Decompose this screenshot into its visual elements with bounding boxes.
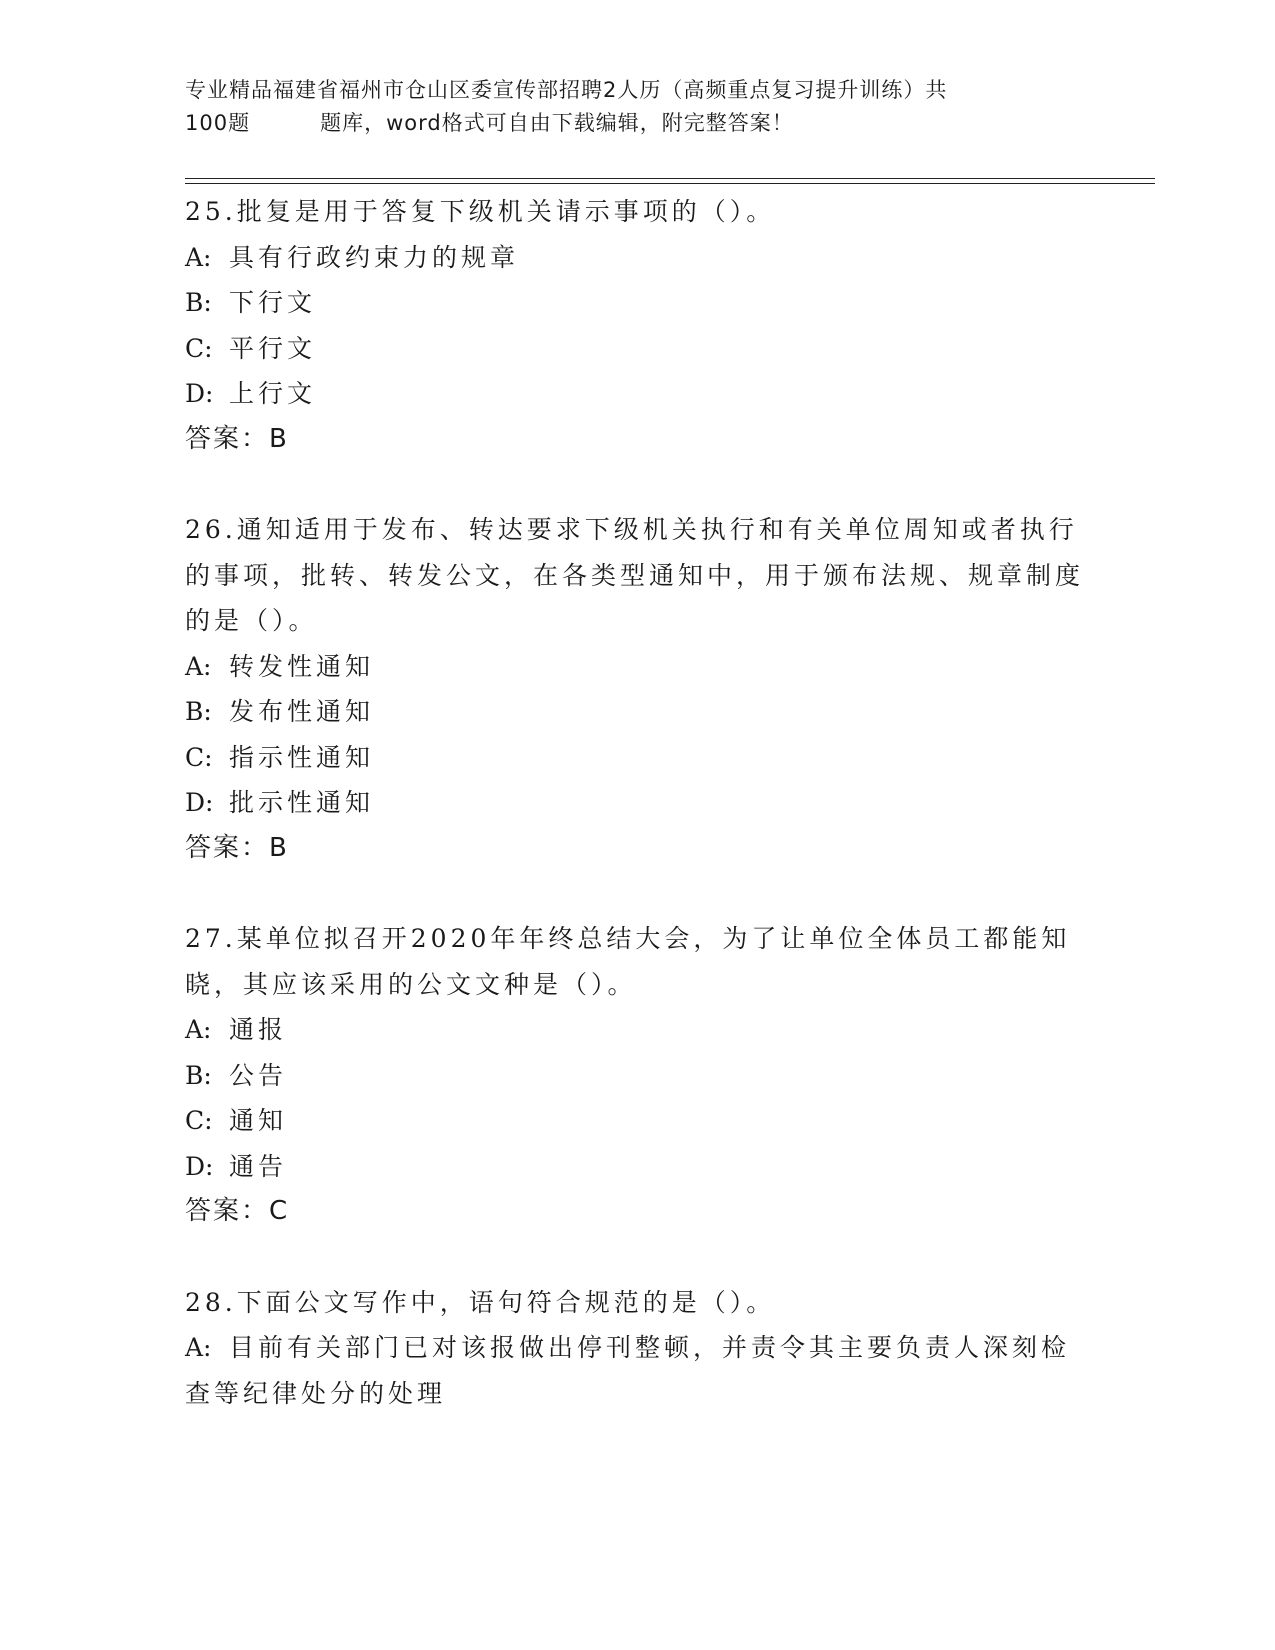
option-letter: C: bbox=[185, 333, 213, 363]
option-a bbox=[185, 644, 1085, 690]
option-text: 平行文 bbox=[229, 333, 317, 363]
option-text: 通知 bbox=[229, 1106, 288, 1135]
option-c bbox=[185, 326, 1085, 372]
option-text: 指示性通知 bbox=[229, 742, 375, 772]
answer-line: 答案：B bbox=[185, 423, 289, 454]
question-26 bbox=[185, 507, 1085, 871]
option-text: 下行文 bbox=[229, 288, 317, 317]
option-b bbox=[185, 1053, 1085, 1099]
option-letter: D: bbox=[185, 1151, 214, 1181]
option-letter: A: bbox=[185, 1015, 212, 1044]
option-c bbox=[185, 1098, 1085, 1144]
option-text: 具有行政约束力的规章 bbox=[229, 242, 520, 272]
question-list bbox=[185, 189, 1085, 1461]
option-d bbox=[185, 1144, 1085, 1190]
question-stem: 26.通知适用于发布、转达要求下级机关执行和有关单位周知或者执行的事项，批转、转发公文，在各类型通知中，用于颁布法规、规章制度的是（）。 bbox=[185, 515, 1085, 635]
option-text: 目前有关部门已对该报做出停刊整顿，并责令其主要负责人深刻检查等纪律处分的处理 bbox=[185, 1333, 1071, 1408]
option-letter: A: bbox=[185, 242, 212, 272]
header-title-line2 bbox=[185, 107, 1085, 140]
option-letter: A: bbox=[185, 1333, 212, 1362]
option-a bbox=[185, 235, 1085, 281]
option-text: 通告 bbox=[229, 1151, 288, 1181]
question-25 bbox=[185, 189, 1085, 462]
question-28 bbox=[185, 1280, 1085, 1417]
option-letter: D: bbox=[185, 379, 214, 408]
option-a bbox=[185, 1007, 1085, 1053]
option-letter: A: bbox=[185, 651, 212, 681]
option-b bbox=[185, 689, 1085, 735]
header-divider-bottom bbox=[185, 183, 1155, 184]
option-c bbox=[185, 735, 1085, 781]
question-stem: 27.某单位拟召开2020年年终总结大会，为了让单位全体员工都能知晓，其应该采用的公文文种是（）。 bbox=[185, 924, 1071, 999]
option-text: 上行文 bbox=[229, 379, 317, 408]
option-text: 通报 bbox=[229, 1015, 288, 1044]
header-question-count: 100题 bbox=[185, 111, 251, 135]
answer-line: 答案：B bbox=[185, 832, 289, 863]
question-27 bbox=[185, 916, 1085, 1235]
option-letter: C: bbox=[185, 1106, 213, 1135]
document-header bbox=[185, 74, 1085, 140]
option-d bbox=[185, 371, 1085, 417]
option-letter: B: bbox=[185, 288, 212, 317]
option-text: 公告 bbox=[229, 1060, 288, 1090]
option-text: 批示性通知 bbox=[229, 788, 375, 817]
header-description: 题库，word格式可自由下载编辑，附完整答案！ bbox=[320, 111, 794, 135]
header-divider-top bbox=[185, 178, 1155, 179]
option-d bbox=[185, 780, 1085, 826]
answer-line: 答案：C bbox=[185, 1196, 290, 1226]
header-title-line1: 专业精品福建省福州市仓山区委宣传部招聘2人历（高频重点复习提升训练）共 bbox=[185, 78, 948, 102]
option-letter: D: bbox=[185, 788, 214, 817]
option-text: 转发性通知 bbox=[229, 651, 375, 681]
option-letter: C: bbox=[185, 742, 213, 772]
option-letter: B: bbox=[185, 697, 212, 726]
option-text: 发布性通知 bbox=[229, 697, 375, 726]
question-stem: 28.下面公文写作中，语句符合规范的是（）。 bbox=[185, 1287, 776, 1317]
option-b bbox=[185, 280, 1085, 326]
option-a bbox=[185, 1325, 1085, 1416]
question-stem: 25.批复是用于答复下级机关请示事项的（）。 bbox=[185, 197, 776, 226]
option-letter: B: bbox=[185, 1060, 212, 1090]
